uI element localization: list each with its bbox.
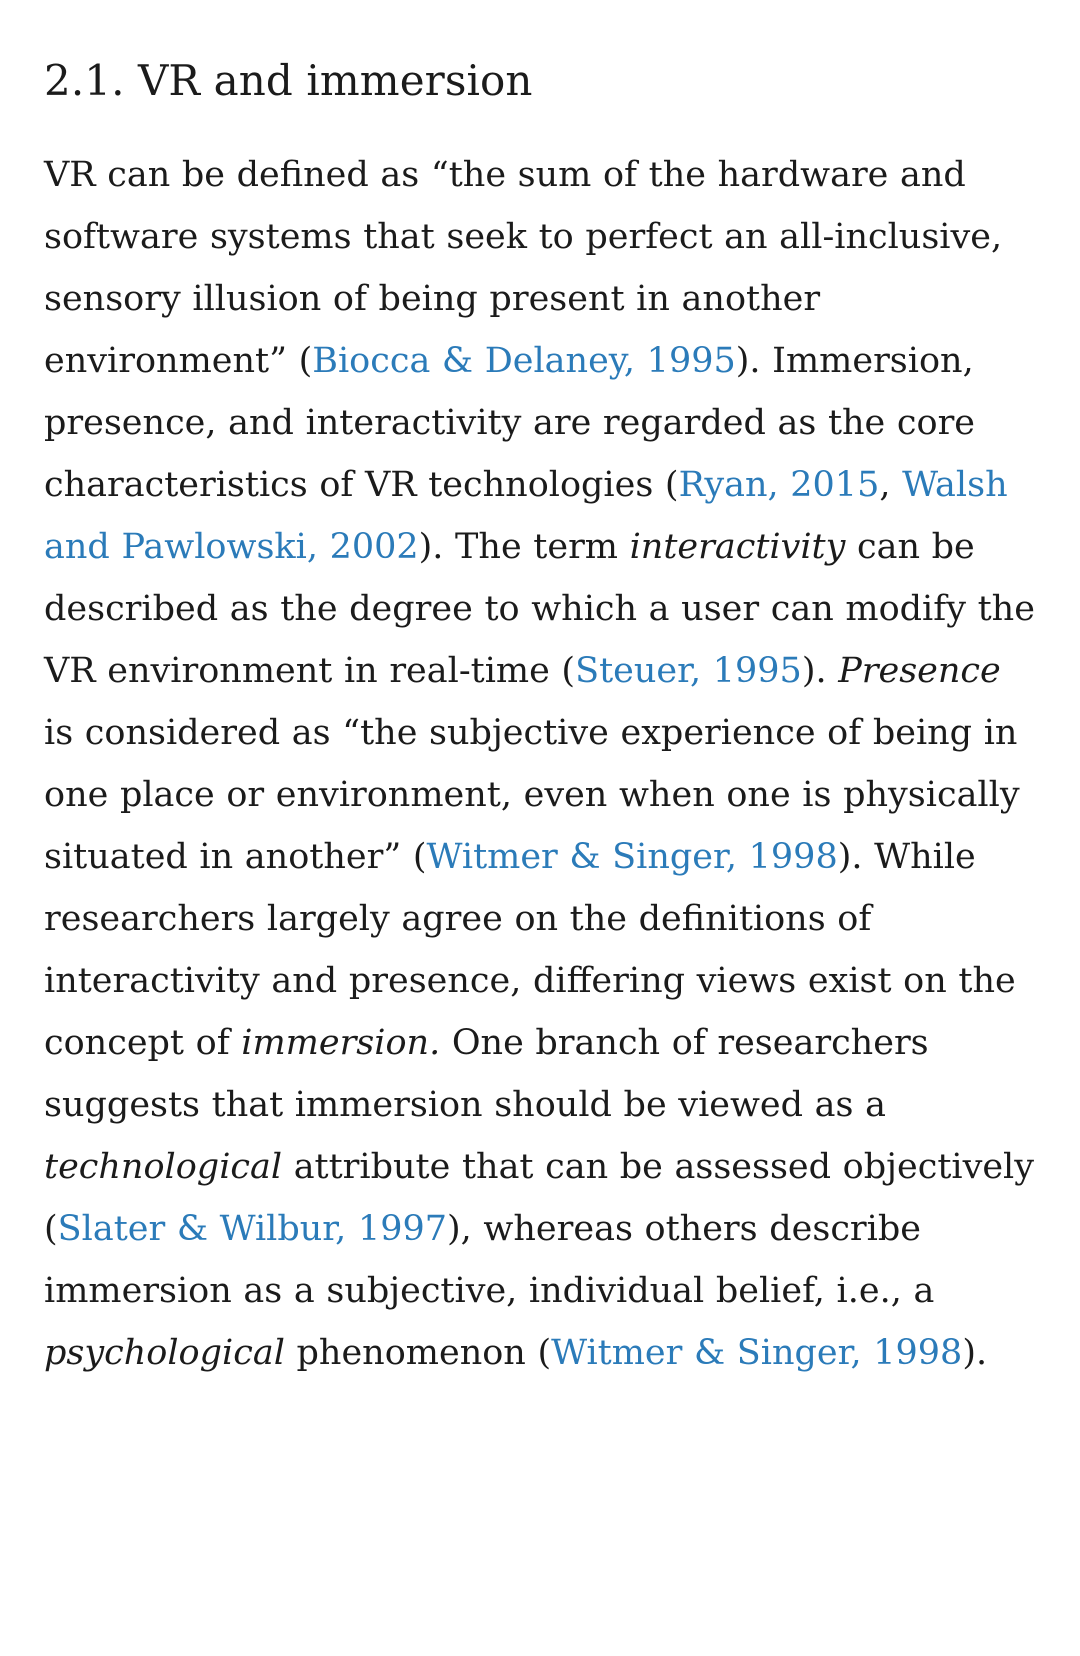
paragraph-text: ). — [962, 1333, 988, 1374]
paragraph-text: VR can be defined as “the sum of the hardware and software systems that seek to perfect an all-inclusive, sensory illusion of being present in another environment” ( — [44, 155, 1003, 382]
paragraph-text: attribute that can be assessed objectively ( — [44, 1147, 1035, 1250]
emphasized-term: interactivity — [629, 527, 846, 568]
emphasized-term: technological — [44, 1147, 283, 1188]
paragraph-text: phenomenon ( — [284, 1333, 552, 1374]
citation-link[interactable]: Steuer, 1995 — [575, 651, 802, 692]
paragraph-text: , — [879, 465, 903, 506]
citation-link[interactable]: Witmer & Singer, 1998 — [426, 837, 838, 878]
citation-link[interactable]: Walsh and Pawlowski, 2002 — [44, 465, 1008, 568]
paragraph-text: ). — [801, 651, 839, 692]
emphasized-term: Presence — [838, 651, 1001, 692]
paragraph-text: can be described as the degree to which a user can modify the VR environment in real-time ( — [44, 527, 1035, 692]
emphasized-term: psychological — [44, 1333, 285, 1374]
emphasized-term: immersion. — [241, 1023, 441, 1064]
section-paragraph — [44, 144, 1036, 1384]
paragraph-text: ). Immersion, presence, and interactivity are regarded as the core characteristics of VR technologies ( — [44, 341, 976, 506]
paragraph-text: ), whereas others describe immersion as a subjective, individual belief, i.e., a — [44, 1209, 935, 1312]
citation-link[interactable]: Witmer & Singer, 1998 — [551, 1333, 963, 1374]
paragraph-text: ). While researchers largely agree on the definitions of interactivity and presence, differing views exist on the concept of — [44, 837, 1016, 1064]
paragraph-text: is considered as “the subjective experience of being in one place or environment, even when one is physically situated in another” ( — [44, 713, 1020, 878]
page-title: 2.1. VR and immersion — [44, 56, 533, 105]
paragraph-text: One branch of researchers suggests that immersion should be viewed as a — [44, 1023, 929, 1126]
citation-link[interactable]: Slater & Wilbur, 1997 — [57, 1209, 448, 1250]
citation-link[interactable]: Biocca & Delaney, 1995 — [312, 341, 736, 382]
citation-link[interactable]: Ryan, 2015 — [678, 465, 880, 506]
paragraph-text: ). The term — [418, 527, 630, 568]
